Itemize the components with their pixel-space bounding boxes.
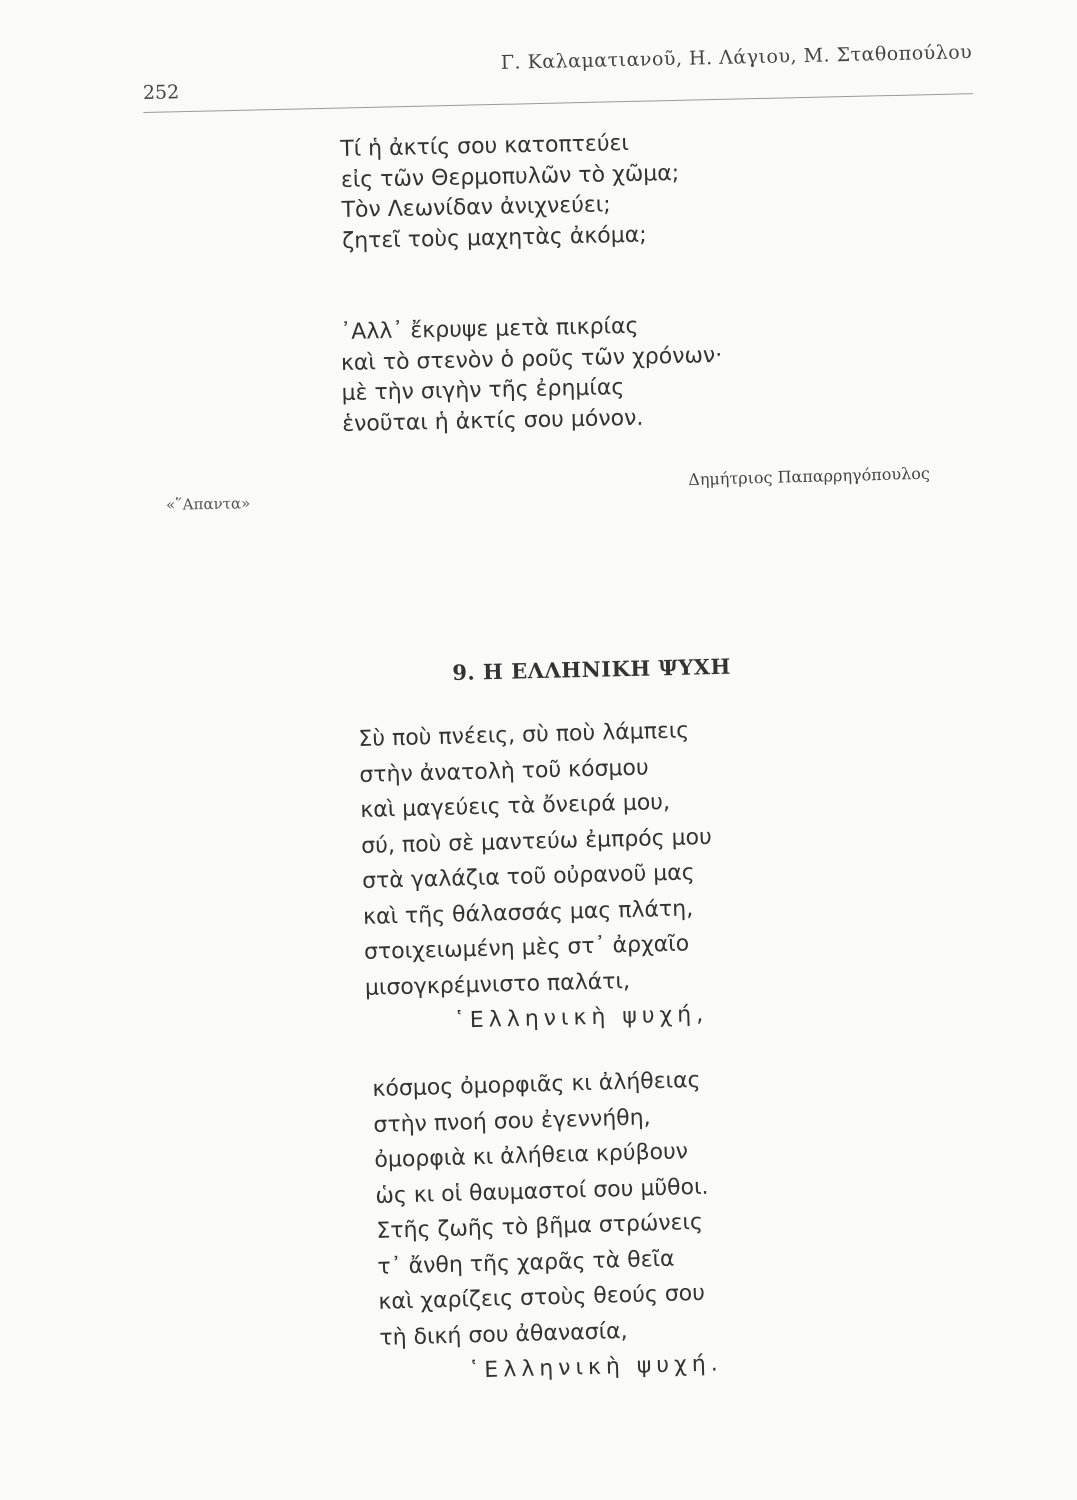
verse-line: ᾿Αλλ᾿ ἔκρυψε μετὰ πικρίας (340, 313, 639, 345)
verse-line: καὶ τῆς θάλασσάς μας πλάτη, (362, 895, 694, 930)
verse-line: Τί ἡ ἀκτίς σου κατοπτεύει (340, 130, 630, 162)
verse-line: καὶ χαρίζεις στοὺς θεούς σου (378, 1280, 706, 1315)
verse-line: καὶ τὸ στενὸν ὁ ροῦς τῶν χρόνων· (340, 342, 723, 376)
verse-line: κόσμος ὀμορφιᾶς κι ἀλήθειας (372, 1067, 701, 1102)
verse-line: Τὸν Λεωνίδαν ἀνιχνεύει; (341, 192, 611, 223)
page-header (142, 33, 973, 112)
poem1-stanza2 (340, 310, 724, 440)
running-head: Γ. Καλαματιανοῦ, Η. Λάγιου, Μ. Σταθοπούλου (500, 41, 973, 74)
poem-title: 9. Η ΕΛΛΗΝΙΚΗ ΨΥΧΗ (452, 653, 732, 685)
verse-line: στὰ γαλάζια τοῦ οὐρανοῦ μας (361, 860, 695, 894)
verse-line: στοιχειωμένη μὲς στ᾿ ἀρχαῖο (363, 931, 690, 965)
verse-line: καὶ μαγεύεις τὰ ὄνειρά μου, (359, 789, 671, 823)
verse-line: στὴν πνοή σου ἐγεννήθη, (373, 1104, 651, 1138)
verse-line: στὴν ἀνατολὴ τοῦ κόσμου (359, 754, 649, 788)
verse-line: μὲ τὴν σιγὴν τῆς ἐρημίας (341, 375, 625, 406)
verse-line: ὡς κι οἱ θαυμαστοί σου μῦθοι. (375, 1174, 709, 1209)
verse-line: Σὺ ποὺ πνέεις, σὺ ποὺ λάμπεις (358, 718, 690, 752)
verse-line: σύ, ποὺ σὲ μαντεύω ἐμπρός μου (360, 824, 713, 859)
refrain-line: ῾Ελληνικὴ ψυχή, (453, 1001, 709, 1034)
poem2-stanza2 (372, 1062, 723, 1391)
poem1-stanza1 (340, 128, 681, 257)
verse-line: Στῆς ζωῆς τὸ βῆμα στρώνεις (376, 1209, 704, 1244)
verse-line: μισογκρέμνιστο παλάτι, (364, 968, 631, 1001)
verse-line: τ᾿ ἄνθη τῆς χαρᾶς τὰ θεῖα (377, 1246, 675, 1280)
verse-line: ὀμορφιὰ κι ἀλήθεια κρύβουν (374, 1139, 689, 1173)
verse-line: εἰς τῶν Θερμοπυλῶν τὸ χῶμα; (340, 160, 680, 193)
verse-line: τὴ δική σου ἀθανασία, (379, 1318, 628, 1351)
verse-line: ζητεῖ τοὺς μαχητὰς ἀκόμα; (341, 222, 647, 254)
header-rule (143, 93, 973, 113)
verse-line: ἑνοῦται ἡ ἀκτίς σου μόνον. (341, 405, 644, 437)
source-citation: «῞Απαντα» (165, 494, 251, 514)
author-name: Δημήτριος Παπαρρηγόπουλος (688, 463, 931, 489)
page-number: 252 (142, 81, 180, 104)
poem2-stanza1 (358, 713, 717, 1042)
refrain-line: ῾Ελληνικὴ ψυχή. (468, 1351, 724, 1384)
